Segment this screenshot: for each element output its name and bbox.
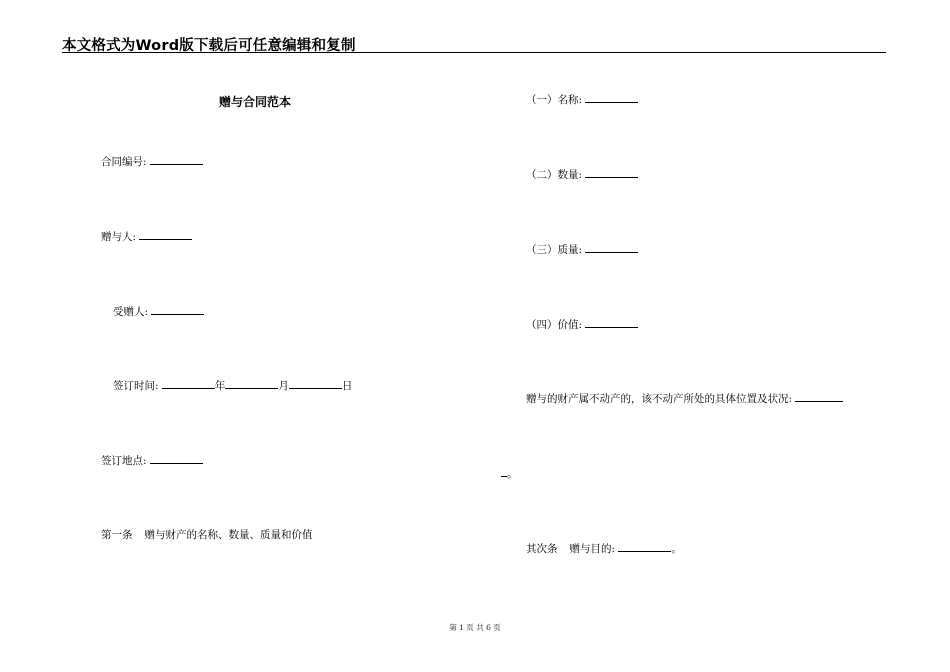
item-name-blank — [585, 92, 638, 103]
donee-label: 受赠人: — [113, 306, 149, 318]
page-number: 第 1 页 共 6 页 — [449, 623, 501, 632]
item-name-label: （一）名称: — [526, 94, 583, 106]
contract-number-blank — [150, 154, 203, 165]
item-value-line — [526, 317, 638, 332]
donor-label: 赠与人: — [101, 231, 137, 243]
article-2-number: 其次条 — [526, 543, 558, 555]
year-blank — [162, 378, 215, 389]
year-label: 年 — [214, 380, 226, 392]
real-estate-end-line — [501, 466, 518, 481]
contract-number-line — [101, 154, 203, 169]
article-2-end-mark: 。 — [671, 543, 682, 555]
sign-time-line — [113, 378, 352, 393]
page-title: 赠与合同范本 — [219, 95, 292, 109]
donor-blank — [139, 229, 192, 240]
item-quality-label: （三）质量: — [526, 244, 583, 256]
real-estate-blank — [795, 391, 843, 402]
item-quantity-label: （二）数量: — [526, 169, 583, 181]
item-quantity-line — [526, 167, 638, 182]
sign-place-label: 签订地点: — [101, 455, 147, 467]
day-label: 日 — [341, 380, 353, 392]
item-name-line — [526, 92, 638, 107]
header-rule — [62, 52, 886, 53]
donee-blank — [151, 304, 204, 315]
document-header: 本文格式为Word版下载后可任意编辑和复制 — [62, 38, 356, 54]
article-2-blank — [618, 541, 671, 552]
day-blank — [289, 378, 342, 389]
article-1-number: 第一条 — [101, 529, 133, 541]
article-1-heading — [101, 528, 313, 542]
donee-line — [113, 304, 204, 319]
item-quality-line — [526, 242, 638, 257]
month-label: 月 — [278, 380, 289, 392]
sign-place-blank — [150, 453, 203, 464]
sign-time-label: 签订时间: — [113, 380, 159, 392]
item-quality-blank — [585, 242, 638, 253]
real-estate-end-mark: 。 — [507, 468, 518, 480]
article-2-heading — [526, 541, 682, 556]
real-estate-line — [526, 391, 843, 406]
item-value-blank — [585, 317, 638, 328]
real-estate-text: 赠与的财产属不动产的，该不动产所处的具体位置及状况: — [526, 393, 793, 405]
contract-number-label: 合同编号: — [101, 156, 147, 168]
article-1-title: 赠与财产的名称、数量、质量和价值 — [144, 529, 313, 541]
month-blank — [225, 378, 278, 389]
article-2-title: 赠与目的: — [569, 543, 616, 555]
donor-line — [101, 229, 192, 244]
sign-place-line — [101, 453, 203, 468]
item-quantity-blank — [585, 167, 638, 178]
item-value-label: （四）价值: — [526, 319, 583, 331]
